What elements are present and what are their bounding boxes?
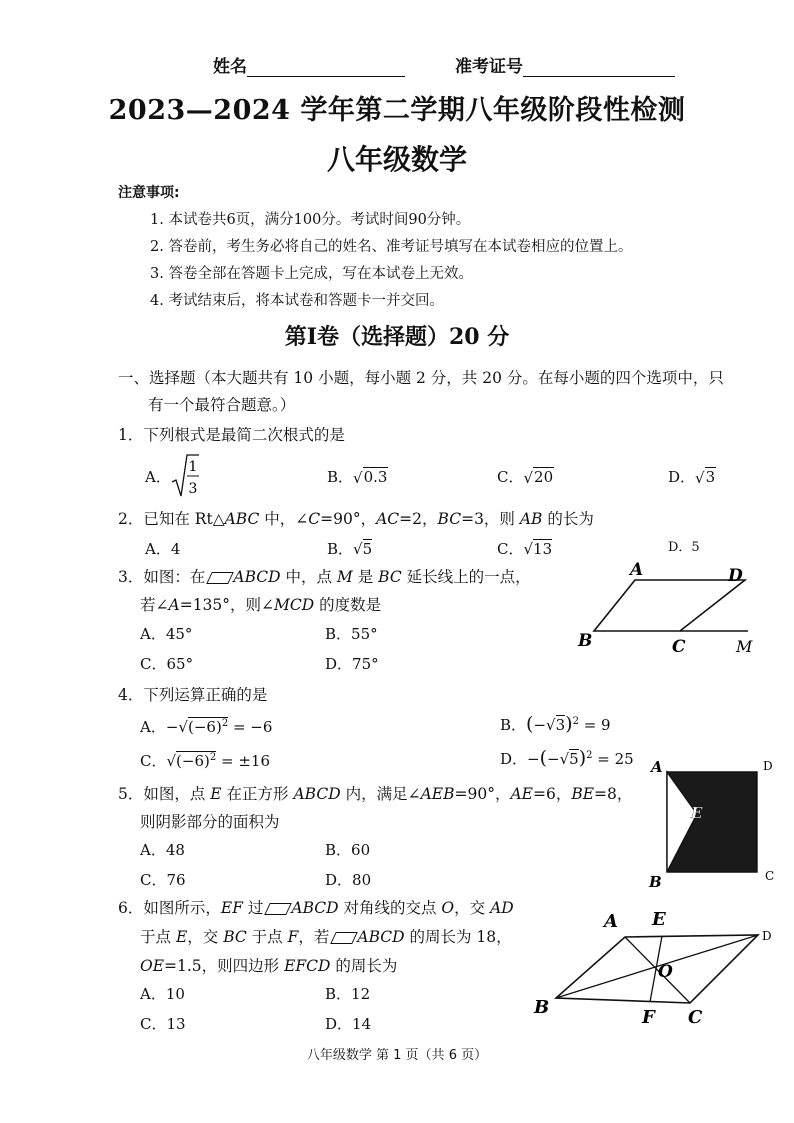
sqrt-icon: √ [546, 716, 556, 734]
radicand: 0.3 [363, 468, 388, 486]
math-var: ABCD [291, 899, 339, 917]
parallelogram-shape [594, 580, 745, 631]
math-var: EF [220, 899, 243, 917]
text: ，若 [298, 928, 330, 946]
exponent: 2 [209, 752, 217, 763]
label-f: F [642, 1007, 655, 1028]
exam-id-blank [523, 60, 675, 77]
text: 的度数是 [314, 596, 382, 614]
text: 对角线的交点 [338, 899, 442, 917]
notice-item: 1. 本试卷共6页，满分100分。考试时间90分钟。 [150, 212, 471, 228]
text: =1.5，则四边形 [164, 957, 285, 975]
label-c: C [688, 1007, 703, 1028]
q1-option-b [327, 466, 388, 487]
parallelogram-icon [265, 903, 293, 915]
option-label: B． [327, 468, 354, 486]
label-c: C [765, 869, 775, 883]
label-a: A [651, 758, 663, 776]
q3-option-b: B．55° [325, 625, 378, 643]
label-e: E [652, 909, 666, 930]
q1-option-a [145, 466, 171, 487]
exponent: 2 [586, 750, 593, 761]
notice-item: 3. 答卷全部在答题卡上完成，写在本试卷上无效。 [150, 266, 473, 282]
text: (−6) [187, 718, 222, 736]
text: 2．已知在 Rt△ [118, 510, 225, 528]
q4-option-a: A．$-√(-6)^2 = -6$ [140, 718, 273, 736]
q2-option-d: D．5 [668, 540, 700, 555]
sqrt-icon: √ [523, 469, 534, 487]
paren: ( [526, 713, 534, 735]
question-6-stem [118, 896, 514, 918]
text: 的长为 [542, 510, 594, 528]
math-var: A [168, 596, 180, 614]
question-6-stem-cont [140, 925, 512, 947]
q3-figure [570, 558, 760, 663]
option-label: B． [327, 540, 354, 558]
name-label: 姓名 [213, 57, 247, 77]
option-label: C． [497, 540, 524, 558]
part-instructions-cont: 有一个最符合题意。） [148, 396, 296, 414]
q6-option-d: D．14 [325, 1015, 372, 1033]
paren: ( [539, 747, 548, 769]
q4-option-b: B．$(-√3)^2 = 9$ [500, 713, 611, 735]
paren: ) [578, 747, 587, 769]
text: =3，则 [461, 510, 520, 528]
text: 延长线上的一点， [401, 568, 531, 586]
sqrt-icon: √ [523, 540, 534, 558]
text: (−6) [176, 752, 210, 770]
math-var: M [336, 568, 353, 586]
notice-item: 2. 答卷前，考生务必将自己的姓名、准考证号填写在本试卷相应的位置上。 [150, 239, 633, 255]
math-var: BC [223, 928, 247, 946]
label-a: A [604, 911, 618, 932]
math-var: AC [376, 510, 400, 528]
radicand [176, 751, 216, 770]
math-var: F [287, 928, 299, 946]
option-label: B． [500, 716, 527, 734]
question-2-stem [118, 507, 594, 529]
q4-option-d: D．$-(-√5)^2 = 25$ [500, 747, 634, 769]
label-d: D [762, 929, 772, 943]
text: 的周长为 [330, 957, 398, 975]
math-var: EFCD [284, 957, 331, 975]
math-var: ABC [224, 510, 260, 528]
math-var: ABCD [233, 568, 281, 586]
name-blank [247, 60, 405, 77]
radicand: 20 [534, 468, 554, 486]
q6-option-c: C．13 [140, 1015, 186, 1033]
label-b: B [578, 631, 593, 651]
notice-heading: 注意事项: [118, 185, 180, 201]
notice-item: 4. 考试结束后，将本试卷和答题卡一并交回。 [150, 293, 444, 309]
radicand [188, 717, 228, 736]
radicand: 13 [533, 540, 553, 558]
math-var: AB [519, 510, 543, 528]
q5-option-d: D．80 [325, 871, 372, 889]
text: ，交 [454, 899, 491, 917]
math-var: AEB [420, 785, 455, 803]
q5-option-c: C．76 [140, 871, 186, 889]
exam-subtitle: 八年级数学 [326, 143, 467, 176]
option-label: D． [668, 468, 696, 486]
result: = ±16 [221, 752, 271, 770]
text: 于点 [246, 928, 288, 946]
label-e: E [691, 804, 703, 822]
result: = 9 [583, 716, 611, 734]
option-label: A． [140, 718, 166, 736]
label-d: D [763, 759, 773, 773]
q1-option-a-radical [170, 452, 200, 500]
question-5-stem [118, 782, 632, 804]
q3-option-c: C．65° [140, 655, 194, 673]
text: 若∠ [140, 596, 169, 614]
label-a: A [630, 560, 644, 580]
q6-figure [530, 905, 780, 1030]
text: 在正方形 [221, 785, 294, 803]
q5-figure [645, 752, 785, 894]
sqrt-icon: √ [353, 469, 363, 487]
sqrt-icon: √ [559, 750, 570, 768]
exponent: 2 [221, 718, 229, 729]
question-6-stem-cont2 [140, 954, 397, 976]
math-var: ABCD [357, 928, 405, 946]
fraction-numerator: 1 [188, 459, 198, 475]
q4-option-c [140, 750, 270, 771]
text: 6．如图所示， [118, 899, 221, 917]
q5-option-a: A．48 [140, 841, 185, 859]
parallelogram-icon [207, 572, 235, 584]
option-label: C． [140, 752, 167, 770]
question-5-stem-cont: 则阴影部分的面积为 [140, 813, 280, 831]
sqrt-icon: √ [166, 752, 177, 770]
math-var: MCD [274, 596, 315, 614]
option-label: D． [500, 750, 528, 768]
text: =2， [399, 510, 438, 528]
math-var: AD [490, 899, 514, 917]
sqrt-icon: √ [353, 540, 363, 558]
math-var: C [308, 510, 321, 528]
section-title: 第Ⅰ卷（选择题）20 分 [284, 324, 510, 350]
question-3-stem-cont [140, 593, 381, 615]
q6-option-a: A．10 [140, 985, 185, 1003]
part-instructions: 一、选择题（本大题共有 10 小题，每小题 2 分，共 20 分。在每小题的四个选项中，只 [118, 369, 724, 387]
label-d: D [728, 566, 743, 586]
exam-id-field [455, 52, 675, 77]
text: ，交 [187, 928, 224, 946]
q2-option-c [497, 538, 552, 559]
radicand: 5 [569, 750, 579, 768]
text: 内，满足∠ [340, 785, 421, 803]
parallelogram-icon [331, 932, 359, 944]
fraction-denominator: 3 [188, 481, 198, 497]
q2-option-b [327, 538, 372, 559]
q2-option-a: A．4 [145, 540, 181, 558]
math-var: E [210, 785, 222, 803]
result: = 25 [597, 750, 634, 768]
text: 的周长为 18， [404, 928, 512, 946]
text: 于点 [140, 928, 176, 946]
option-label: A． [145, 468, 171, 486]
label-b: B [649, 873, 662, 891]
question-3-stem [118, 565, 531, 587]
text: 过 [242, 899, 264, 917]
text: =6， [532, 785, 572, 803]
paren: ) [565, 713, 573, 735]
exponent: 2 [572, 716, 579, 727]
q3-option-d: D．75° [325, 655, 379, 673]
text: 中，点 [280, 568, 337, 586]
text: 5．如图，点 [118, 785, 211, 803]
label-b: B [534, 997, 550, 1018]
exam-title: 2023—2024 学年第二学期八年级阶段性检测 [108, 95, 686, 126]
sqrt-icon: √ [178, 718, 188, 736]
text: =8， [594, 785, 633, 803]
question-1-stem: 1．下列根式是最简二次根式的是 [118, 426, 345, 444]
option-label: C． [497, 468, 524, 486]
q5-option-b: B．60 [325, 841, 371, 859]
question-4-stem: 4．下列运算正确的是 [118, 686, 268, 704]
math-var: OE [140, 957, 165, 975]
math-var: E [175, 928, 188, 946]
math-var: AE [510, 785, 533, 803]
result: = −6 [232, 718, 273, 736]
math-var: ABCD [293, 785, 341, 803]
label-m: M [736, 637, 753, 656]
page-footer: 八年级数学 第 1 页（共 6 页） [306, 1048, 488, 1063]
q1-option-c [497, 466, 554, 487]
name-field [213, 52, 405, 77]
text: =90°， [320, 510, 377, 528]
math-var: O [441, 899, 455, 917]
text: 中，∠ [259, 510, 309, 528]
math-var: BC [437, 510, 462, 528]
text: =90°， [454, 785, 511, 803]
text: 3．如图：在 [118, 568, 206, 586]
text: 是 [352, 568, 379, 586]
radicand: 5 [362, 540, 373, 558]
radicand: 3 [555, 716, 566, 734]
q1-option-d [668, 466, 716, 487]
sqrt-icon: √ [695, 469, 705, 487]
text: =135°，则∠ [179, 596, 275, 614]
radicand: 3 [705, 468, 716, 486]
q3-option-a: A．45° [140, 625, 193, 643]
label-o: O [658, 962, 673, 982]
label-c: C [672, 637, 686, 657]
exam-id-label: 准考证号 [455, 57, 523, 77]
math-var: BC [378, 568, 402, 586]
math-var: BE [571, 785, 595, 803]
q6-option-b: B．12 [325, 985, 371, 1003]
